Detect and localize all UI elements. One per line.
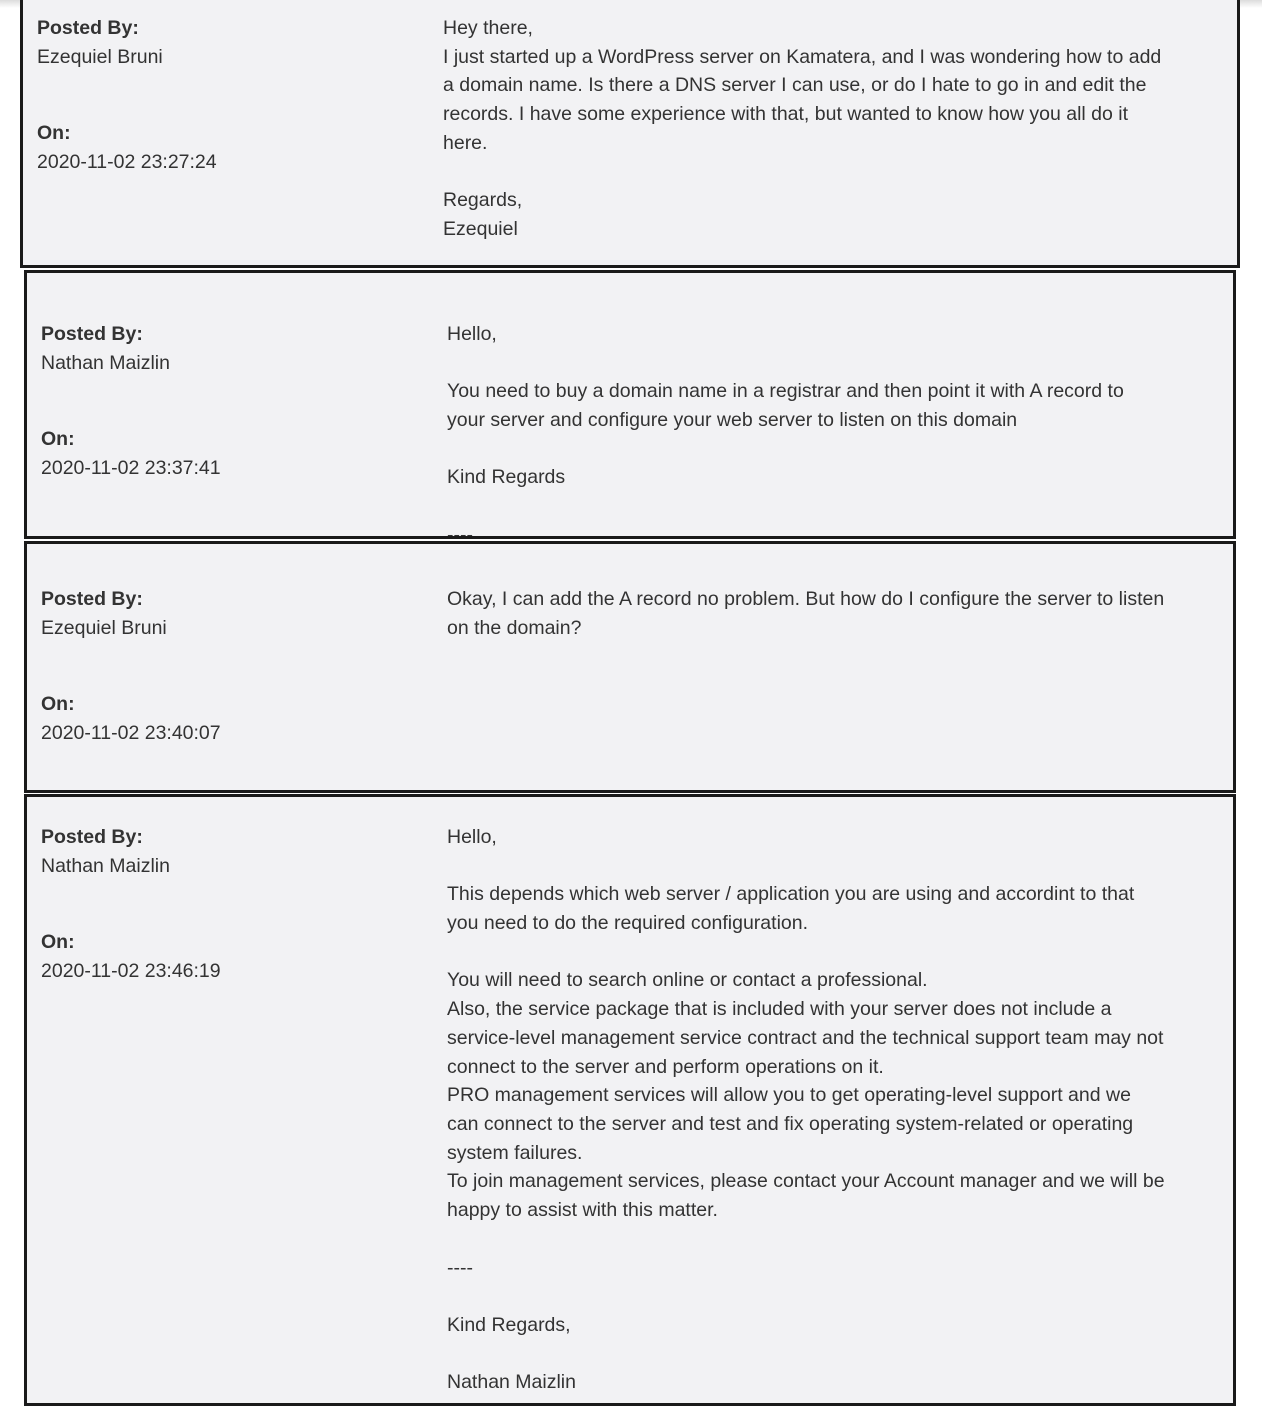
on-label: On: xyxy=(41,428,75,450)
body-line: Kind Regards, xyxy=(447,1313,571,1336)
body-line: can connect to the server and test and fix operating system-related or operating xyxy=(447,1113,1134,1135)
body-line: Hello, xyxy=(447,323,497,345)
body-line xyxy=(447,852,1222,881)
body-line: ---- xyxy=(447,523,473,539)
body-line: Okay, I can add the A record no problem. But how do I configure the server to listen xyxy=(447,588,1165,610)
post-meta xyxy=(41,320,401,483)
post-meta xyxy=(37,14,397,177)
post-card-3 xyxy=(24,541,1236,793)
post-author: Ezequiel Bruni xyxy=(37,46,163,68)
on-label: On: xyxy=(41,693,75,715)
on-label: On: xyxy=(37,122,71,144)
on-label: On: xyxy=(41,931,75,953)
post-card-2 xyxy=(24,270,1236,539)
post-body xyxy=(447,320,1222,539)
post-date: 2020-11-02 23:40:07 xyxy=(41,722,221,744)
post-author: Nathan Maizlin xyxy=(41,352,170,374)
post-date: 2020-11-02 23:27:24 xyxy=(37,151,217,173)
body-line xyxy=(447,492,1222,521)
post-meta xyxy=(41,823,401,986)
body-line: Regards, xyxy=(443,189,523,212)
body-line: happy to assist with this matter. xyxy=(447,1199,718,1222)
post-author: Nathan Maizlin xyxy=(41,855,170,877)
posted-by-label: Posted By: xyxy=(37,17,139,39)
body-line xyxy=(443,158,1218,187)
body-line: To join management services, please contact your Account manager and we will be xyxy=(447,1170,1165,1193)
body-line: you need to do the required configuration. xyxy=(447,912,809,935)
posted-by-label: Posted By: xyxy=(41,323,143,345)
body-line xyxy=(447,1225,1222,1254)
body-line: Ezequiel xyxy=(443,217,518,240)
body-line: records. I have some experience with that, but wanted to know how you all do it xyxy=(443,103,1129,126)
body-line: Also, the service package that is included with your server does not include a xyxy=(447,998,1112,1021)
body-line: a domain name. Is there a DNS server I can use, or do I hate to go in and edit the xyxy=(443,74,1147,97)
post-card-1 xyxy=(20,0,1240,268)
post-date: 2020-11-02 23:46:19 xyxy=(41,960,221,982)
post-author: Ezequiel Bruni xyxy=(41,617,167,639)
body-line xyxy=(447,938,1222,967)
post-body xyxy=(443,14,1218,244)
body-line: This depends which web server / application you are using and accordint to that xyxy=(447,883,1135,906)
body-line xyxy=(447,1282,1222,1311)
body-line: Kind Regards xyxy=(447,466,566,489)
body-line: Hey there, xyxy=(443,17,533,39)
body-line: Nathan Maizlin xyxy=(447,1371,576,1394)
post-card-4 xyxy=(24,794,1236,1406)
body-line: on the domain? xyxy=(447,616,582,639)
body-line xyxy=(447,435,1222,464)
post-date: 2020-11-02 23:37:41 xyxy=(41,457,221,479)
posted-by-label: Posted By: xyxy=(41,588,143,610)
post-body xyxy=(447,823,1222,1397)
post-body xyxy=(447,585,1222,642)
body-line xyxy=(447,349,1222,378)
body-line: ---- xyxy=(447,1256,473,1279)
posted-by-label: Posted By: xyxy=(41,826,143,848)
body-line: system failures. xyxy=(447,1141,583,1164)
body-line: PRO management services will allow you to get operating-level support and we xyxy=(447,1084,1131,1107)
body-line: You need to buy a domain name in a registrar and then point it with A record to xyxy=(447,380,1124,403)
body-line: You will need to search online or contact a professional. xyxy=(447,969,928,992)
body-line: I just started up a WordPress server on Kamatera, and I was wondering how to add xyxy=(443,45,1162,68)
body-line: Hello, xyxy=(447,826,497,848)
body-line: your server and configure your web server to listen on this domain xyxy=(447,409,1018,432)
body-line: connect to the server and perform operations on it. xyxy=(447,1055,884,1078)
body-line: service-level management service contract and the technical support team may not xyxy=(447,1026,1164,1049)
body-line xyxy=(447,1340,1222,1369)
body-line: here. xyxy=(443,131,488,154)
post-meta xyxy=(41,585,401,748)
